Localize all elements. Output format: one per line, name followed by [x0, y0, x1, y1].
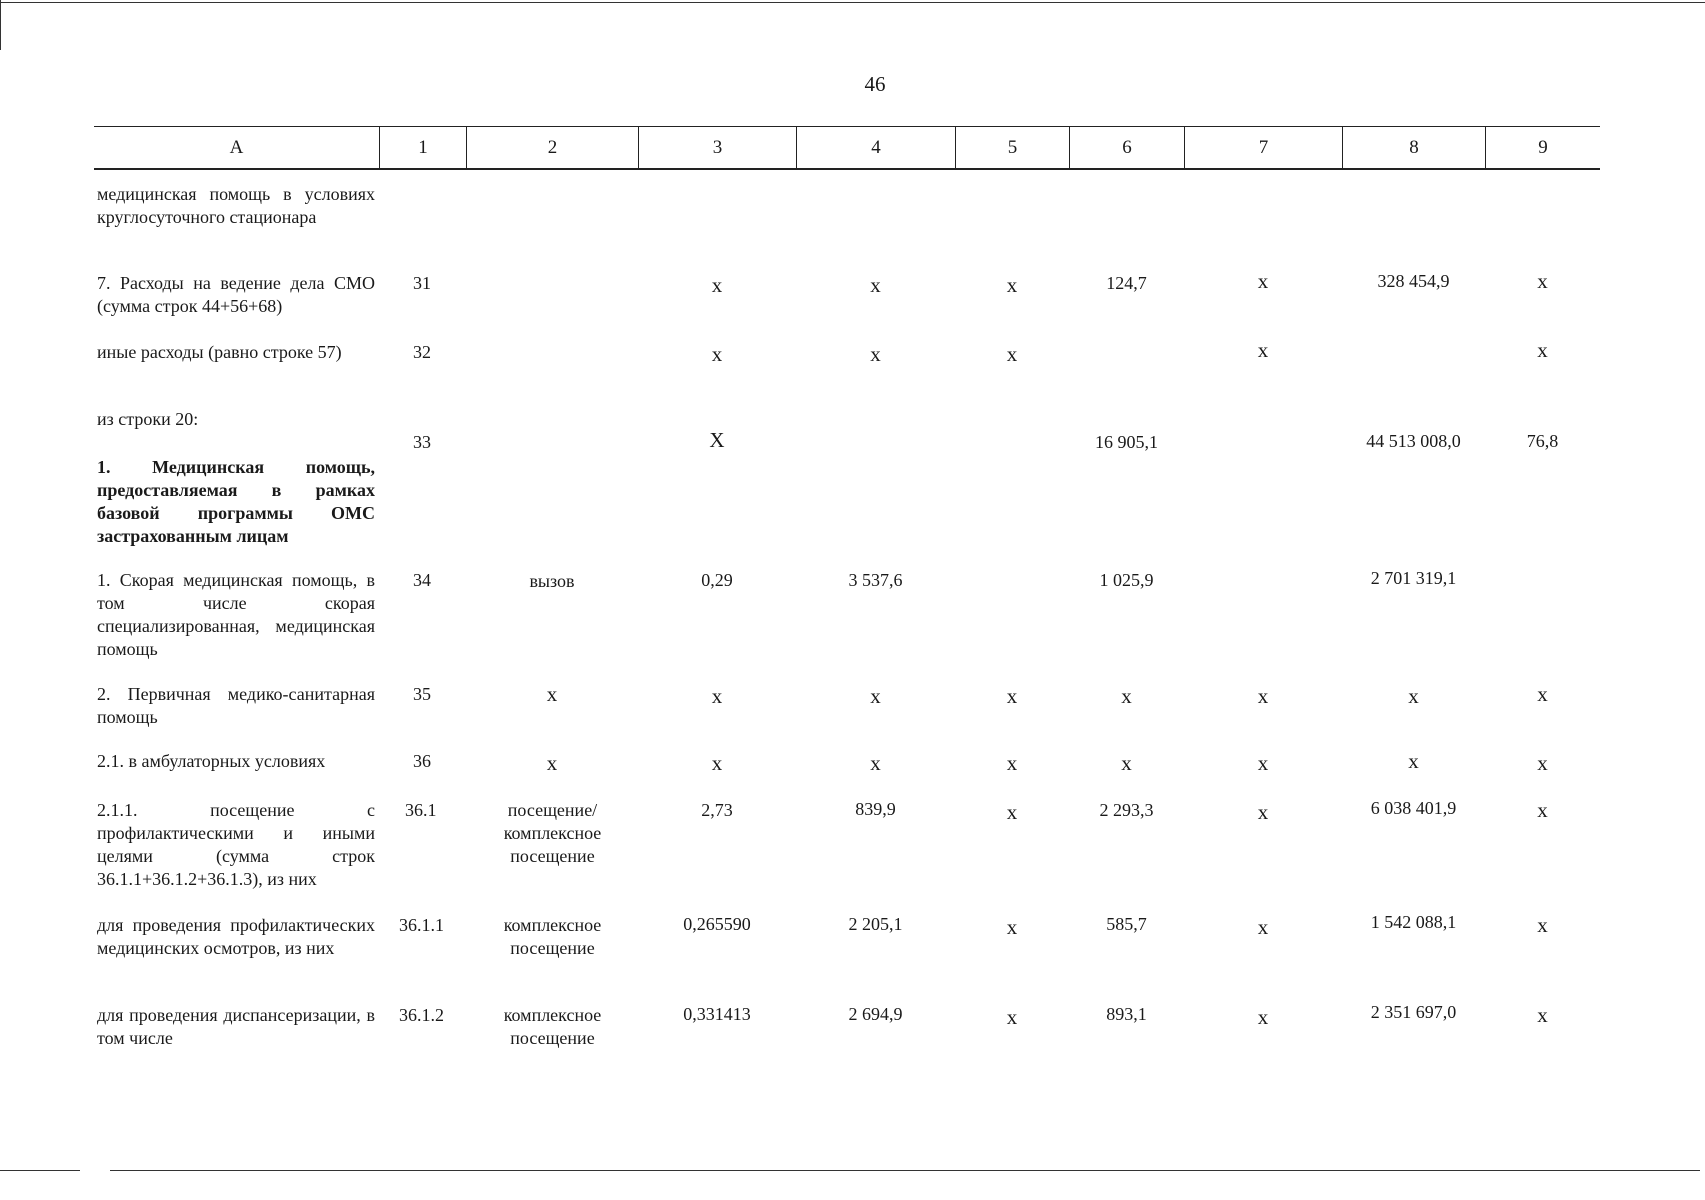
cell-col-4: 839,9: [855, 799, 896, 819]
row-label: иные расходы (равно строке 57): [97, 342, 342, 362]
cell-col-5: х: [1006, 684, 1018, 708]
row-label: 2.1.1. посещение с профилактическими и иными целями (сумма строк 36.1.1+36.1.2+36.1.3), из них: [97, 800, 375, 889]
cell-col-5: х: [1006, 751, 1018, 775]
cell-col-6: 2 293,3: [1099, 800, 1154, 820]
cell-col-3: Х: [709, 428, 725, 452]
cell-col-8: х: [1408, 684, 1419, 708]
cell-col-2: посещение/ комплексное посещение: [503, 800, 602, 866]
row-label: для проведения диспансеризации, в том числе: [97, 1005, 375, 1048]
cell-col-3: 0,331413: [683, 1004, 751, 1024]
row-code: 36.1.1: [399, 915, 444, 935]
cell-col-8: 2 701 319,1: [1370, 568, 1457, 588]
cell-col-8: 2 351 697,0: [1370, 1002, 1457, 1022]
cell-col-5: х: [1006, 800, 1018, 824]
cell-col-5: х: [1006, 342, 1018, 366]
cell-col-4: х: [870, 751, 881, 775]
cell-col-3: х: [711, 273, 723, 297]
page-number: 46: [864, 72, 886, 96]
cell-col-5: х: [1006, 273, 1018, 297]
row-label: 7. Расходы на ведение дела СМО (сумма строк 44+56+68): [97, 273, 375, 316]
cell-col-8: х: [1408, 749, 1419, 773]
row-code: 36.1: [405, 800, 437, 820]
header-col-a: А: [229, 136, 244, 158]
header-col-7: 7: [1184, 126, 1342, 169]
cell-col-2: комплексное посещение: [503, 1005, 602, 1048]
cell-col-2: х: [546, 682, 558, 706]
cell-col-3: х: [711, 342, 723, 366]
cell-col-9: х: [1537, 1003, 1548, 1027]
cell-col-9: х: [1537, 269, 1548, 293]
cell-col-5: х: [1006, 915, 1018, 939]
cell-col-7: х: [1257, 800, 1269, 824]
cell-col-4: х: [870, 684, 881, 708]
cell-col-9: х: [1537, 682, 1548, 706]
cell-col-2: вызов: [529, 571, 575, 591]
cell-col-8: 1 542 088,1: [1370, 912, 1457, 932]
cell-col-9: х: [1537, 913, 1548, 937]
cell-col-6: х: [1121, 684, 1132, 708]
cell-col-6: 124,7: [1106, 273, 1147, 293]
cell-col-3: х: [711, 684, 723, 708]
scan-border-bottom-1: [0, 1170, 80, 1171]
cell-col-6: 16 905,1: [1095, 432, 1158, 452]
header-col-1: 1: [379, 126, 466, 169]
cell-col-7: х: [1257, 915, 1269, 939]
header-col-4: 4: [796, 126, 955, 169]
cell-col-4: 2 205,1: [848, 914, 903, 934]
cell-col-4: 3 537,6: [848, 570, 903, 590]
row-label: 2. Первичная медико-санитарная помощь: [97, 684, 375, 727]
cell-col-4: х: [870, 273, 881, 297]
cell-col-7: х: [1257, 751, 1269, 775]
row-code: 34: [413, 570, 431, 590]
cell-col-9: х: [1537, 798, 1548, 822]
cell-col-3: 2,73: [701, 800, 733, 820]
row-code: 36.1.2: [399, 1005, 444, 1025]
header-col-9: 9: [1485, 126, 1600, 169]
cell-col-3: 0,29: [701, 570, 733, 590]
cell-col-3: х: [711, 751, 723, 775]
row-label: 1. Скорая медицинская помощь, в том числе скорая специализированная, медицинская помощь: [97, 570, 375, 659]
cell-col-6: 893,1: [1106, 1004, 1147, 1024]
cell-col-5: х: [1006, 1005, 1018, 1029]
row-label: 1. Медицинская помощь, предоставляемая в рамках базовой программы ОМС застрахованным лицам: [97, 457, 375, 546]
cell-col-7: х: [1257, 269, 1269, 293]
cell-col-9: х: [1537, 751, 1548, 775]
scan-border-left: [0, 0, 1, 50]
cell-col-4: 2 694,9: [848, 1004, 903, 1024]
header-col-2: 2: [466, 126, 638, 169]
cell-col-6: 1 025,9: [1099, 570, 1154, 590]
row-label: для проведения профилактических медицинских осмотров, из них: [97, 915, 375, 958]
cell-col-2: х: [546, 751, 558, 775]
cell-col-7: х: [1257, 338, 1269, 362]
cell-col-2: комплексное посещение: [503, 915, 602, 958]
cell-col-6: 585,7: [1106, 914, 1147, 934]
cell-col-8: 328 454,9: [1377, 271, 1450, 291]
cell-col-3: 0,265590: [683, 914, 751, 934]
row-code: 32: [413, 342, 431, 362]
row-code: 33: [413, 432, 431, 452]
cell-col-7: х: [1257, 684, 1269, 708]
row-code: 31: [413, 273, 431, 293]
header-col-6: 6: [1069, 126, 1184, 169]
header-col-5: 5: [955, 126, 1069, 169]
cell-col-4: х: [870, 342, 881, 366]
cell-col-9: х: [1537, 338, 1548, 362]
cell-col-9: 76,8: [1526, 431, 1559, 451]
row-label: медицинская помощь в условиях круглосуточного стационара: [97, 184, 375, 227]
row-label: из строки 20:: [97, 409, 199, 429]
header-col-8: 8: [1342, 126, 1485, 169]
cell-col-6: х: [1121, 751, 1132, 775]
cell-col-7: х: [1257, 1005, 1269, 1029]
header-col-3: 3: [638, 126, 796, 169]
scan-border-bottom-2: [110, 1170, 1700, 1171]
cell-col-8: 6 038 401,9: [1370, 798, 1457, 818]
row-code: 35: [413, 684, 431, 704]
cell-col-8: 44 513 008,0: [1366, 431, 1461, 451]
row-code: 36: [413, 751, 431, 771]
row-label: 2.1. в амбулаторных условиях: [97, 751, 326, 771]
scan-border-top: [0, 2, 1705, 3]
